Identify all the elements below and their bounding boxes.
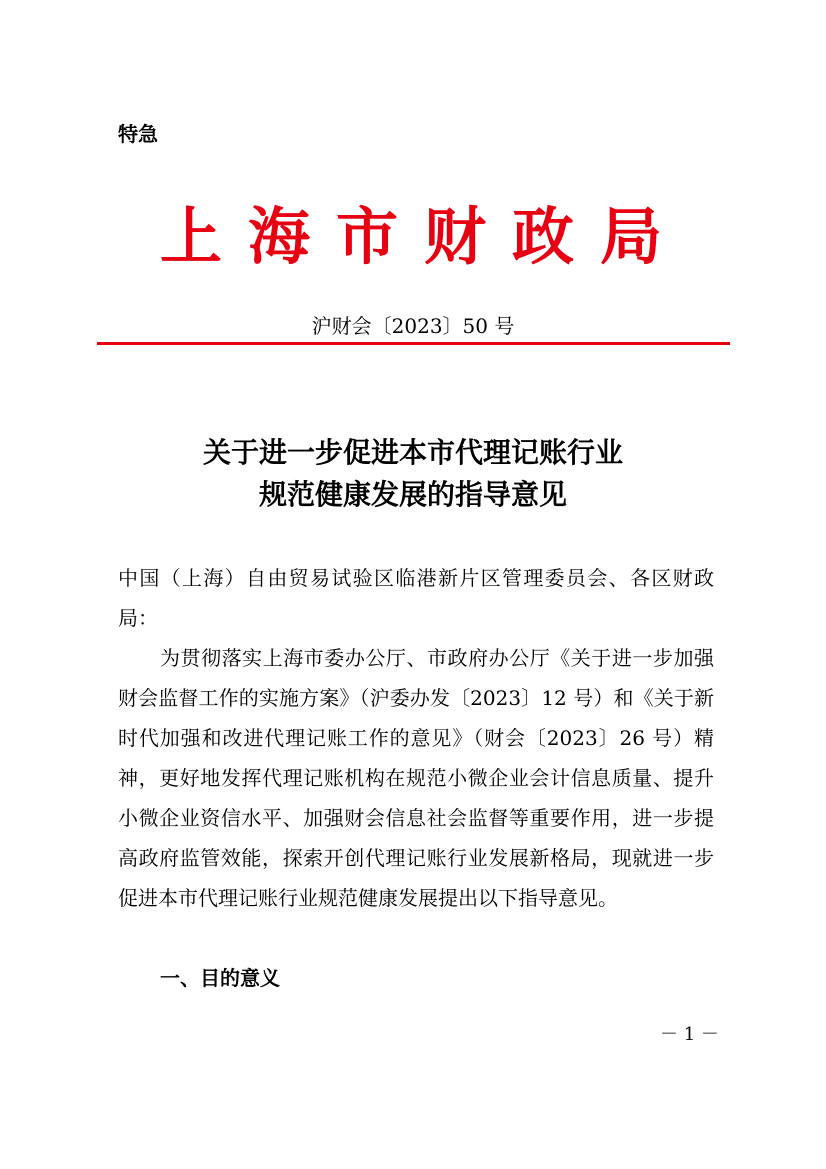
addressee: 中国（上海）自由贸易试验区临港新片区管理委员会、各区财政局： (118, 566, 714, 630)
section-heading: 一、目的意义 (160, 966, 280, 990)
document-number: 沪财会〔2023〕50 号 (311, 314, 515, 338)
page-number: － 1 － (660, 1024, 719, 1045)
red-divider-line (97, 342, 730, 345)
body-paragraph: 为贯彻落实上海市委办公厅、市政府办公厅《关于进一步加强财会监督工作的实施方案》（沪委办发〔2023〕12 号）和《关于新时代加强和改进代理记账工作的意见》（财会〔2023〕26 号）精神，更好地发挥代理记账机构在规范小微企业会计信息质量、提升小微企业资信水平、加强财会信息社会监督等重要作用，进一步提高政府监管效能，探索开创代理记账行业发展新格局，现就进一步促进本市代理记账行业规范健康发展提出以下指导意见。 (118, 646, 714, 910)
agency-name: 上海市财政局 (160, 200, 689, 273)
title-line-2: 规范健康发展的指导意见 (258, 478, 567, 511)
document-body (118, 558, 714, 918)
urgency-label: 特急 (118, 122, 158, 146)
document-title (0, 432, 826, 516)
title-line-1: 关于进一步促进本市代理记账行业 (202, 436, 623, 469)
